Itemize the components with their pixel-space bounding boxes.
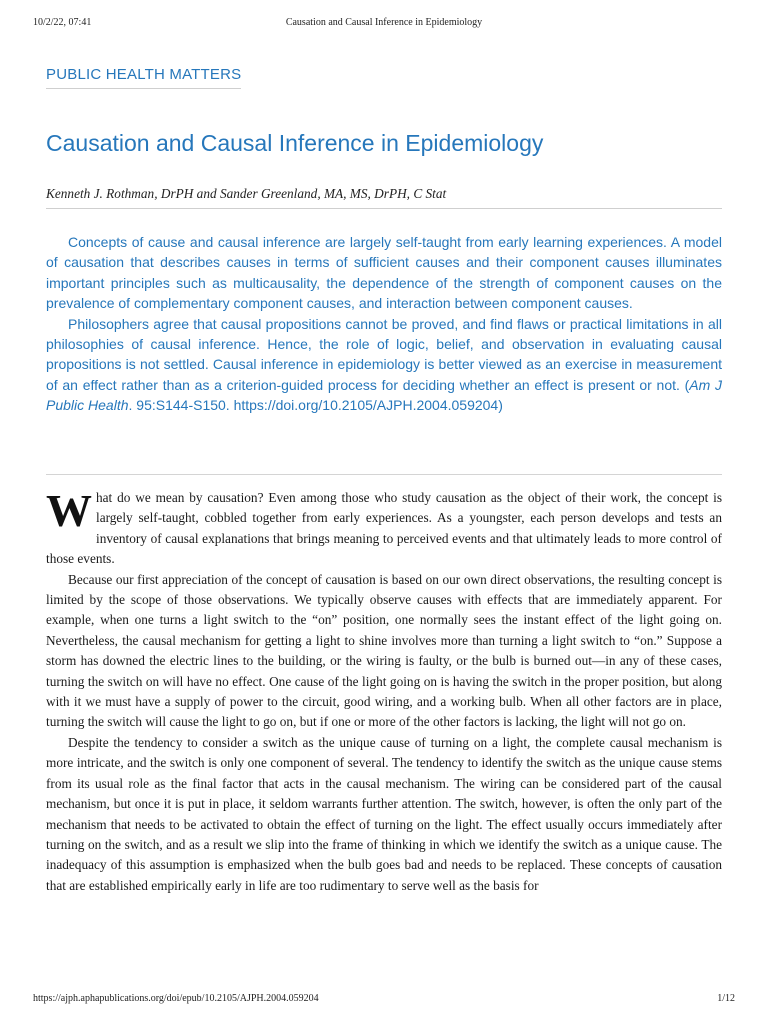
abstract-p2-text: Philosophers agree that causal propositions cannot be proved, and find flaws or practical limitations in all philosophies of causal inference. Hence, the role of logic, belief, and observation in evaluating causal propositions is not settled. Causal inference in epidemiology is better viewed as an exercise in measurement of an effect rather than as a criterion-guided process for deciding whether an effect is present or not. (	[46, 315, 722, 393]
abstract-divider	[46, 474, 722, 475]
print-page-title: Causation and Causal Inference in Epidemiology	[285, 17, 483, 28]
page-counter: 1/12	[717, 993, 735, 1004]
print-datetime: 10/2/22, 07:41	[33, 17, 92, 28]
drop-cap: W	[46, 485, 92, 536]
body-paragraph-1	[46, 485, 722, 570]
citation-doi[interactable]: . 95:S144-S150. https://doi.org/10.2105/AJPH.2004.059204)	[128, 397, 503, 414]
article-authors: Kenneth J. Rothman, DrPH and Sander Greenland, MA, MS, DrPH, C Stat	[46, 186, 722, 209]
article-body	[46, 485, 722, 896]
article-title: Causation and Causal Inference in Epidemiology	[46, 130, 544, 156]
section-label[interactable]: PUBLIC HEALTH MATTERS	[46, 66, 241, 89]
abstract-paragraph-2	[46, 314, 722, 416]
print-url[interactable]: https://ajph.aphapublications.org/doi/epub/10.2105/AJPH.2004.059204	[33, 993, 319, 1004]
body-paragraph-2: Because our first appreciation of the concept of causation is based on our own direct observations, the resulting concept is limited by the scope of those observations. We typically observe causes with effects that are immediately apparent. For example, when one turns a light switch to the “on” position, one normally sees the instant effect of the light going on. Nevertheless, the causal mechanism for getting a light to shine involves more than turning a light switch to “on.” Suppose a storm has downed the electric lines to the building, or the wiring is faulty, or the bulb is burned out—in any of these cases, turning the switch on will have no effect. One cause of the light going on is having the switch in the proper position, but along with it we must have a supply of power to the circuit, good wiring, and a working bulb. When all other factors are in place, turning the switch will cause the light to go on, but if one or more of the other factors is lacking, the light will not go on.	[46, 571, 722, 730]
journal-name: Am J Public Health	[46, 376, 722, 414]
abstract	[46, 232, 722, 416]
abstract-paragraph-1: Concepts of cause and causal inference are largely self-taught from early learning experiences. A model of causation that describes causes in terms of sufficient causes and their component causes illuminates important principles such as multicausality, the dependence of the strength of component causes on the prevalence of complementary component causes, and interaction between component causes.	[46, 234, 722, 312]
body-p1-text: hat do we mean by causation? Even among those who study causation as the object of their work, the concept is largely self-taught, cobbled together from early experiences. As a youngster, each person develops and tests an inventory of causal explanations that brings meaning to perceived events and that ultimately leads to more control of those events.	[46, 490, 722, 567]
body-paragraph-3: Despite the tendency to consider a switch as the unique cause of turning on a light, the complete causal mechanism is more intricate, and the switch is only one component of several. The tendency to identify the switch as the unique cause stems from its usual role as the final factor that acts in the causal mechanism. The wiring can be considered part of the causal mechanism, but once it is put in place, it seldom warrants further attention. The switch, however, is often the only part of the mechanism that needs to be activated to obtain the effect of turning on the light. The effect usually occurs immediately after turning on the switch, and as a result we slip into the frame of thinking in which we identify the switch as a unique cause. The inadequacy of this assumption is emphasized when the bulb goes bad and needs to be replaced. These concepts of causation that are established empirically early in life are too rudimentary to serve well as the basis for	[46, 734, 722, 893]
